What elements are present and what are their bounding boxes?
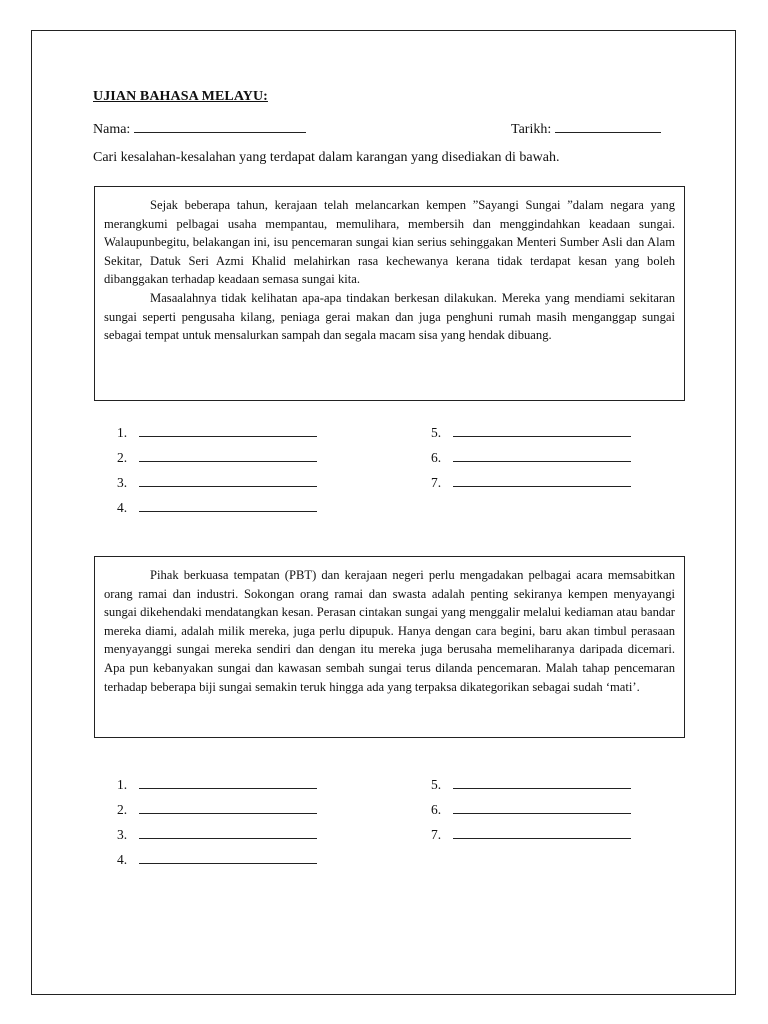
answer-number: 4. xyxy=(117,500,128,515)
passage-box-1 xyxy=(94,186,685,401)
answer-number: 4. xyxy=(117,852,128,867)
passage-2-paragraph-1: Pihak berkuasa tempatan (PBT) dan kerajaan negeri perlu mengadakan pelbagai acara memsabitkan orang ramai dan industri. Sokongan orang ramai dan swasta adalah penting sekiranya kempen menyayangi sungai dikehendaki mendatangkan kesan. Perasan cintakan sungai yang menggalir melalui kediaman atau bandar mereka diami, adalah milik mereka, juga perlu dipupuk. Hanya dengan cara begini, baru akan timbul perasaan menyayanggi sungai mereka sendiri dan dengan itu mereka juga berusaha memeliharanya daripada dicemari. Apa pun kebanyakan sungai dan kawasan sembah sungai terus dilanda pencemaran. Malah tahap pencemaran terhadap beberapa biji sungai semakin teruk hingga ada yang terpaksa dikategorikan sebagai sudah ‘mati’. xyxy=(104,568,675,694)
answer-blank[interactable] xyxy=(139,473,317,487)
answer-row xyxy=(431,800,631,818)
instruction-text: Cari kesalahan-kesalahan yang terdapat dalam karangan yang disediakan di bawah. xyxy=(93,150,560,165)
answer-number: 1. xyxy=(117,777,128,792)
answer-row xyxy=(431,825,631,843)
answer-row xyxy=(117,423,317,441)
date-field xyxy=(511,119,661,138)
answer-blank[interactable] xyxy=(139,423,317,437)
answer-row xyxy=(117,448,317,466)
name-label: Nama: xyxy=(93,122,131,137)
answer-row xyxy=(117,498,317,516)
answer-row xyxy=(117,473,317,491)
date-blank[interactable] xyxy=(555,119,661,133)
answer-row xyxy=(117,800,317,818)
answer-blank[interactable] xyxy=(453,825,631,839)
passage-box-2 xyxy=(94,556,685,738)
answer-blank[interactable] xyxy=(453,473,631,487)
answer-blank[interactable] xyxy=(453,800,631,814)
answer-blank[interactable] xyxy=(139,775,317,789)
date-label: Tarikh: xyxy=(511,122,552,137)
answer-blank[interactable] xyxy=(453,775,631,789)
answer-row xyxy=(117,775,317,793)
exam-title: UJIAN BAHASA MELAYU: xyxy=(93,89,268,104)
answer-number: 2. xyxy=(117,802,128,817)
answer-blank[interactable] xyxy=(453,423,631,437)
answer-number: 2. xyxy=(117,450,128,465)
answer-number: 3. xyxy=(117,475,128,490)
answer-number: 6. xyxy=(431,450,442,465)
answer-row xyxy=(431,473,631,491)
answer-number: 7. xyxy=(431,827,442,842)
answer-number: 6. xyxy=(431,802,442,817)
answer-blank[interactable] xyxy=(139,850,317,864)
name-blank[interactable] xyxy=(134,119,306,133)
answer-row xyxy=(431,448,631,466)
answer-blank[interactable] xyxy=(453,448,631,462)
answer-blank[interactable] xyxy=(139,448,317,462)
answer-row xyxy=(431,423,631,441)
answer-number: 5. xyxy=(431,777,442,792)
answer-number: 3. xyxy=(117,827,128,842)
answer-row xyxy=(117,850,317,868)
answer-blank[interactable] xyxy=(139,800,317,814)
answer-number: 1. xyxy=(117,425,128,440)
answer-number: 5. xyxy=(431,425,442,440)
answer-blank[interactable] xyxy=(139,498,317,512)
passage-1-paragraph-2: Masaalahnya tidak kelihatan apa-apa tindakan berkesan dilakukan. Mereka yang mendiami sekitaran sungai seperti pengusaha kilang, peniaga gerai makan dan juga penghuni rumah masih menganggap sungai sebagai tempat untuk mensalurkan sampah dan segala macam sisa yang hendak dibuang. xyxy=(104,290,675,343)
answer-row xyxy=(431,775,631,793)
answer-number: 7. xyxy=(431,475,442,490)
answer-row xyxy=(117,825,317,843)
answer-blank[interactable] xyxy=(139,825,317,839)
passage-1-paragraph-1: Sejak beberapa tahun, kerajaan telah melancarkan kempen ”Sayangi Sungai ”dalam negara yang merangkumi pelbagai usaha mempantau, memulihara, membersih dan menggindahkan keadaan sungai. Walaupunbegitu, belakangan ini, isu pencemaran sungai kian serius sehinggakan Menteri Sumber Asli dan Alam Sekitar, Datuk Seri Azmi Khalid melahirkan rasa kechewanya kerana tidak terdapat kesan yang boleh dibanggakan terhadap keadaan semasa sungai kita. xyxy=(104,198,675,287)
name-field xyxy=(93,119,306,138)
